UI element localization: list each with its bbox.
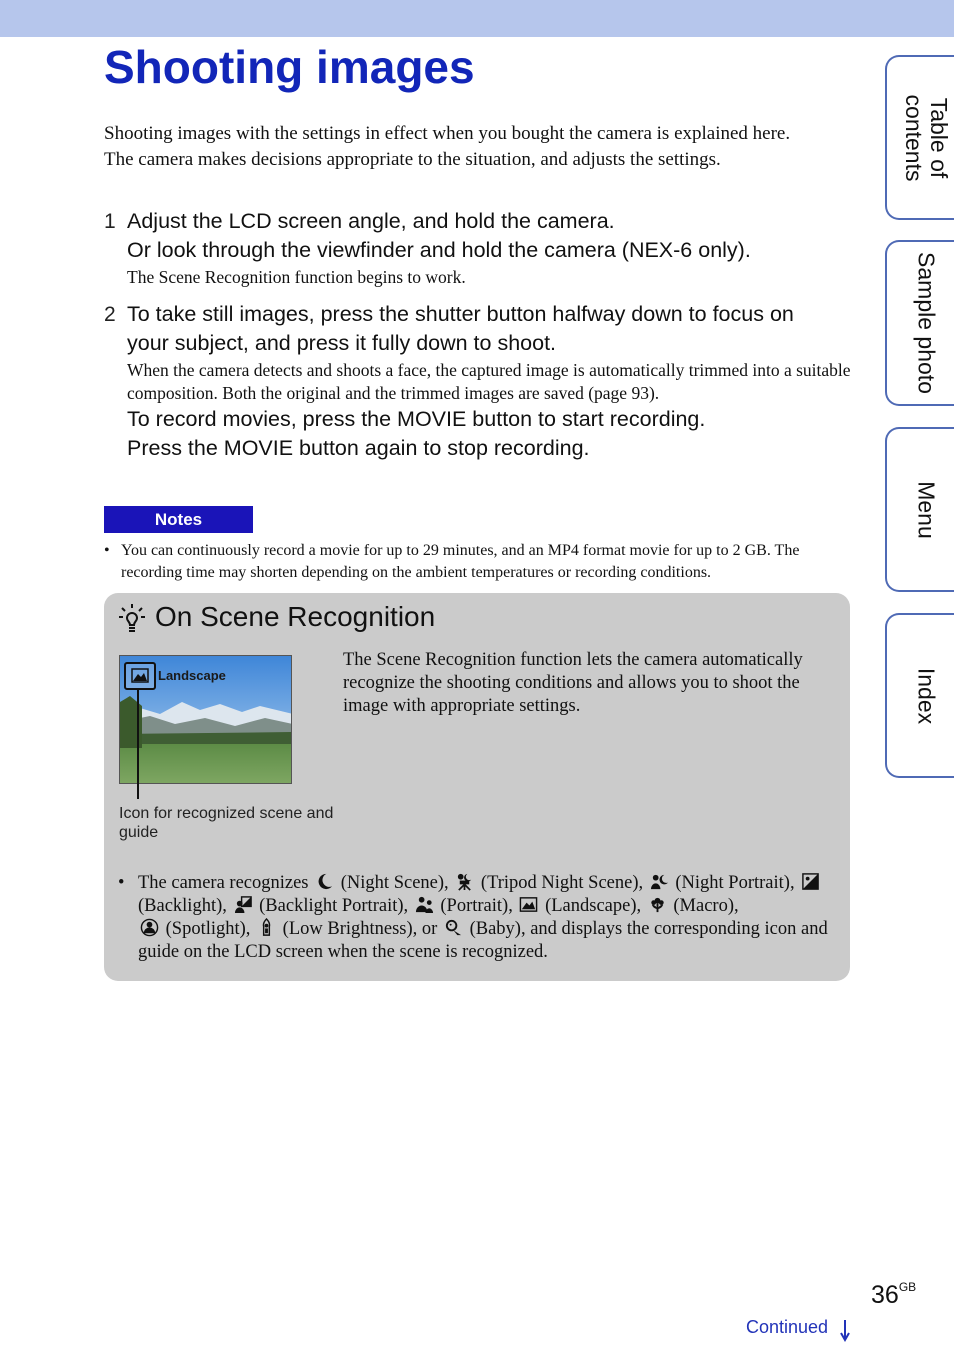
portrait-icon — [415, 895, 434, 914]
notes-item — [104, 540, 854, 584]
step-number: 1 — [104, 210, 116, 233]
scene-list — [118, 872, 838, 964]
scene-text: (Night Portrait), — [675, 873, 795, 893]
tab-label: Index — [913, 667, 940, 724]
intro-paragraph: Shooting images with the settings in effect when you bought the camera is explained here. — [104, 123, 791, 144]
hint-title: On Scene Recognition — [155, 601, 436, 632]
lightbulb-icon — [118, 603, 146, 635]
arrow-down-icon — [838, 1318, 852, 1342]
step-line: Press the MOVIE button again to stop recording. — [127, 436, 590, 460]
hint-box — [104, 593, 850, 981]
low-brightness-icon — [257, 918, 276, 937]
scene-text: The camera recognizes — [138, 873, 309, 893]
step-line: your subject, and press it fully down to shoot. — [127, 331, 557, 355]
tab-index[interactable] — [885, 613, 954, 778]
backlight-icon — [801, 872, 820, 891]
landscape-icon — [519, 895, 538, 914]
page-number-value: 36 — [871, 1281, 899, 1309]
baby-icon — [444, 918, 463, 937]
top-band — [0, 0, 954, 37]
scene-text: (Backlight Portrait), — [259, 896, 409, 916]
notes-item-text: You can continuously record a movie for up to 29 minutes, and an MP4 format movie for up to 2 GB. The recording time may shorten depending on the ambient temperatures or recording conditions. — [121, 542, 800, 581]
intro-text — [104, 121, 834, 172]
spotlight-icon — [140, 918, 159, 937]
page-title: Shooting images — [104, 41, 475, 93]
intro-paragraph: The camera makes decisions appropriate to the situation, and adjusts the settings. — [104, 148, 721, 170]
continued-link[interactable]: Continued — [746, 1317, 829, 1337]
hint-description: The Scene Recognition function lets the camera automatically recognize the shooting conditions and allows you to shoot the image with appropriate settings. — [343, 650, 803, 716]
landscape-icon — [124, 662, 156, 690]
macro-icon — [648, 895, 667, 914]
tab-menu[interactable] — [885, 427, 954, 592]
step-line: Or look through the viewfinder and hold the camera (NEX-6 only). — [127, 238, 751, 262]
tab-label: Menu — [913, 480, 940, 539]
tab-label: Sample photo — [913, 252, 940, 394]
night-portrait-icon — [650, 872, 669, 891]
lcd-screen-image — [119, 655, 292, 784]
scene-text: (Tripod Night Scene), — [480, 873, 644, 893]
scene-text: (Portrait), — [440, 896, 513, 916]
scene-text: (Baby), and displays the corresponding icon and guide on the LCD screen when the scene is recognized. — [138, 919, 828, 962]
notes-label: Notes — [104, 506, 253, 533]
callout-line — [137, 689, 139, 799]
step-line: To record movies, press the MOVIE button to start recording. — [127, 407, 706, 431]
lcd-scene-label: Landscape — [158, 668, 226, 683]
tab-label: Table of contents — [901, 94, 952, 181]
bullet-icon: • — [118, 873, 125, 893]
step-note: When the camera detects and shoots a face, the captured image is automatically trimmed into a suitable composition. Both the original and the trimmed images are saved (page 93). — [127, 360, 851, 403]
scene-text: (Landscape), — [545, 896, 642, 916]
bullet-icon: • — [104, 542, 110, 559]
scene-text: (Macro), — [673, 896, 739, 916]
step-line: To take still images, press the shutter button halfway down to focus on — [127, 302, 794, 326]
tab-table-of-contents[interactable] — [885, 55, 954, 220]
page-number — [871, 1280, 916, 1310]
scene-text: (Backlight), — [138, 896, 227, 916]
scene-text: (Night Scene), — [340, 873, 449, 893]
scene-text: (Spotlight), — [165, 919, 251, 939]
night-scene-icon — [315, 872, 334, 891]
backlight-portrait-icon — [234, 895, 253, 914]
lcd-caption: Icon for recognized scene and guide — [119, 805, 334, 841]
scene-text: (Low Brightness), or — [282, 919, 438, 939]
step-number: 2 — [104, 303, 116, 326]
tripod-night-scene-icon — [455, 872, 474, 891]
tab-sample-photo[interactable] — [885, 240, 954, 406]
page-number-suffix: GB — [898, 1280, 917, 1294]
step-note: The Scene Recognition function begins to work. — [127, 267, 466, 287]
step-line: Adjust the LCD screen angle, and hold the camera. — [127, 209, 615, 233]
